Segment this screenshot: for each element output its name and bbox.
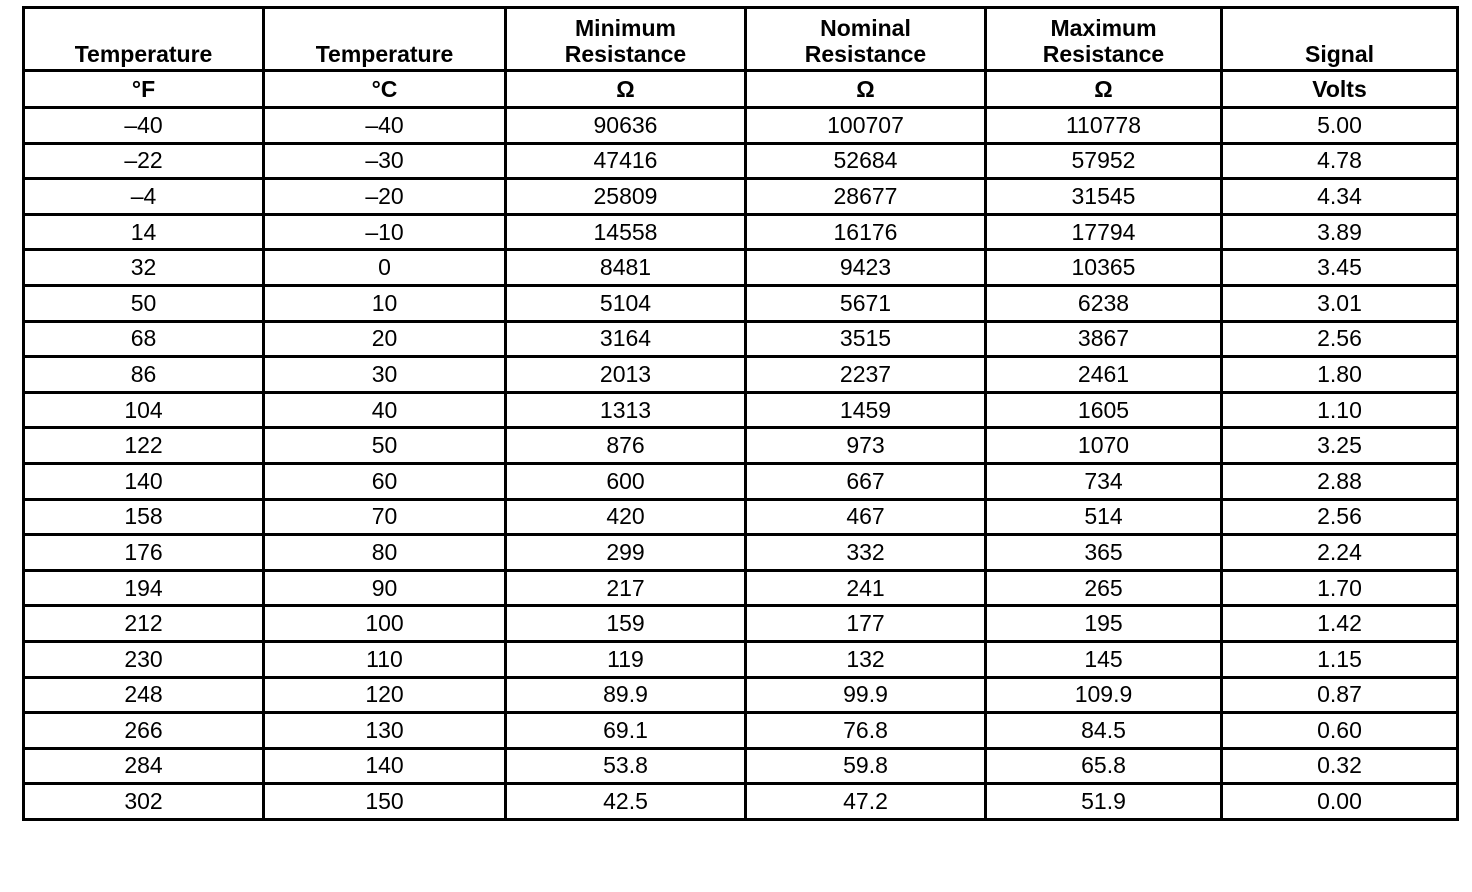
temp-c-cell: 140 bbox=[264, 748, 506, 784]
nominal-resistance-cell: 467 bbox=[746, 499, 986, 535]
signal-volts-cell: 0.32 bbox=[1222, 748, 1458, 784]
max-resistance-cell: 514 bbox=[986, 499, 1222, 535]
max-resistance-cell: 31545 bbox=[986, 179, 1222, 215]
signal-volts-cell: 0.60 bbox=[1222, 713, 1458, 749]
table-row bbox=[24, 179, 1458, 215]
min-resistance-cell: 217 bbox=[506, 570, 746, 606]
min-resistance-cell: 299 bbox=[506, 535, 746, 571]
signal-volts-cell: 4.34 bbox=[1222, 179, 1458, 215]
table-row bbox=[24, 713, 1458, 749]
nominal-resistance-cell: 100707 bbox=[746, 108, 986, 144]
max-resistance-cell: 1070 bbox=[986, 428, 1222, 464]
temp-c-cell: 120 bbox=[264, 677, 506, 713]
table-row bbox=[24, 428, 1458, 464]
temp-f-cell: 194 bbox=[24, 570, 264, 606]
table-row bbox=[24, 499, 1458, 535]
max-resistance-cell: 1605 bbox=[986, 392, 1222, 428]
header-line2: Resistance bbox=[564, 41, 687, 67]
signal-volts-cell: 1.10 bbox=[1222, 392, 1458, 428]
temp-f-cell: 230 bbox=[24, 641, 264, 677]
max-resistance-cell: 109.9 bbox=[986, 677, 1222, 713]
table-row bbox=[24, 677, 1458, 713]
min-resistance-cell: 876 bbox=[506, 428, 746, 464]
max-resistance-cell: 65.8 bbox=[986, 748, 1222, 784]
header-line2: Resistance bbox=[1042, 41, 1165, 67]
header-nominal-resistance bbox=[746, 8, 986, 71]
temp-f-cell: –22 bbox=[24, 143, 264, 179]
max-resistance-cell: 265 bbox=[986, 570, 1222, 606]
temp-c-cell: 40 bbox=[264, 392, 506, 428]
temp-f-cell: 68 bbox=[24, 321, 264, 357]
min-resistance-cell: 5104 bbox=[506, 285, 746, 321]
max-resistance-cell: 84.5 bbox=[986, 713, 1222, 749]
max-resistance-cell: 3867 bbox=[986, 321, 1222, 357]
temp-f-cell: 86 bbox=[24, 357, 264, 393]
table-row bbox=[24, 357, 1458, 393]
temp-f-cell: –4 bbox=[24, 179, 264, 215]
header-line1: Maximum bbox=[1050, 15, 1157, 41]
temp-c-cell: 20 bbox=[264, 321, 506, 357]
signal-volts-cell: 0.87 bbox=[1222, 677, 1458, 713]
header-temperature-f bbox=[24, 8, 264, 71]
header-signal bbox=[1222, 8, 1458, 71]
header-row bbox=[24, 8, 1458, 71]
table-row bbox=[24, 143, 1458, 179]
max-resistance-cell: 17794 bbox=[986, 214, 1222, 250]
unit-ohms-min: Ω bbox=[506, 71, 746, 108]
table-row bbox=[24, 250, 1458, 286]
table-row bbox=[24, 285, 1458, 321]
temp-f-cell: 122 bbox=[24, 428, 264, 464]
units-row bbox=[24, 71, 1458, 108]
signal-volts-cell: 1.70 bbox=[1222, 570, 1458, 606]
temp-f-cell: 248 bbox=[24, 677, 264, 713]
temp-c-cell: 10 bbox=[264, 285, 506, 321]
min-resistance-cell: 69.1 bbox=[506, 713, 746, 749]
nominal-resistance-cell: 3515 bbox=[746, 321, 986, 357]
temp-c-cell: 30 bbox=[264, 357, 506, 393]
temp-c-cell: –30 bbox=[264, 143, 506, 179]
min-resistance-cell: 42.5 bbox=[506, 784, 746, 820]
signal-volts-cell: 3.01 bbox=[1222, 285, 1458, 321]
temp-f-cell: 302 bbox=[24, 784, 264, 820]
max-resistance-cell: 734 bbox=[986, 463, 1222, 499]
header-temperature-c bbox=[264, 8, 506, 71]
header-line2: Resistance bbox=[804, 41, 927, 67]
min-resistance-cell: 420 bbox=[506, 499, 746, 535]
min-resistance-cell: 600 bbox=[506, 463, 746, 499]
signal-volts-cell: 3.89 bbox=[1222, 214, 1458, 250]
min-resistance-cell: 159 bbox=[506, 606, 746, 642]
max-resistance-cell: 145 bbox=[986, 641, 1222, 677]
unit-celsius: °C bbox=[264, 71, 506, 108]
max-resistance-cell: 51.9 bbox=[986, 784, 1222, 820]
unit-volts: Volts bbox=[1222, 71, 1458, 108]
nominal-resistance-cell: 5671 bbox=[746, 285, 986, 321]
temp-c-cell: –10 bbox=[264, 214, 506, 250]
signal-volts-cell: 0.00 bbox=[1222, 784, 1458, 820]
table-row bbox=[24, 784, 1458, 820]
max-resistance-cell: 6238 bbox=[986, 285, 1222, 321]
header-maximum-resistance bbox=[986, 8, 1222, 71]
temp-c-cell: 130 bbox=[264, 713, 506, 749]
temp-c-cell: 150 bbox=[264, 784, 506, 820]
header-line2: Temperature bbox=[74, 41, 213, 67]
temp-c-cell: 80 bbox=[264, 535, 506, 571]
temperature-resistance-table bbox=[22, 6, 1459, 821]
temp-c-cell: 70 bbox=[264, 499, 506, 535]
header-minimum-resistance bbox=[506, 8, 746, 71]
signal-volts-cell: 4.78 bbox=[1222, 143, 1458, 179]
temp-c-cell: 50 bbox=[264, 428, 506, 464]
header-line2: Signal bbox=[1304, 41, 1374, 67]
temp-c-cell: 110 bbox=[264, 641, 506, 677]
temp-f-cell: 266 bbox=[24, 713, 264, 749]
unit-ohms-max: Ω bbox=[986, 71, 1222, 108]
signal-volts-cell: 1.42 bbox=[1222, 606, 1458, 642]
min-resistance-cell: 53.8 bbox=[506, 748, 746, 784]
header-line1: Minimum bbox=[575, 15, 676, 41]
temp-f-cell: 158 bbox=[24, 499, 264, 535]
signal-volts-cell: 2.88 bbox=[1222, 463, 1458, 499]
signal-volts-cell: 3.45 bbox=[1222, 250, 1458, 286]
table-row bbox=[24, 108, 1458, 144]
nominal-resistance-cell: 241 bbox=[746, 570, 986, 606]
temp-f-cell: –40 bbox=[24, 108, 264, 144]
temp-c-cell: 100 bbox=[264, 606, 506, 642]
min-resistance-cell: 2013 bbox=[506, 357, 746, 393]
max-resistance-cell: 365 bbox=[986, 535, 1222, 571]
table-row bbox=[24, 214, 1458, 250]
temp-f-cell: 104 bbox=[24, 392, 264, 428]
table-row bbox=[24, 463, 1458, 499]
signal-volts-cell: 1.15 bbox=[1222, 641, 1458, 677]
signal-volts-cell: 3.25 bbox=[1222, 428, 1458, 464]
nominal-resistance-cell: 332 bbox=[746, 535, 986, 571]
min-resistance-cell: 1313 bbox=[506, 392, 746, 428]
min-resistance-cell: 47416 bbox=[506, 143, 746, 179]
nominal-resistance-cell: 2237 bbox=[746, 357, 986, 393]
nominal-resistance-cell: 667 bbox=[746, 463, 986, 499]
temp-f-cell: 14 bbox=[24, 214, 264, 250]
min-resistance-cell: 25809 bbox=[506, 179, 746, 215]
unit-ohms-nominal: Ω bbox=[746, 71, 986, 108]
signal-volts-cell: 2.56 bbox=[1222, 321, 1458, 357]
min-resistance-cell: 14558 bbox=[506, 214, 746, 250]
table-row bbox=[24, 606, 1458, 642]
table-row bbox=[24, 570, 1458, 606]
temp-f-cell: 50 bbox=[24, 285, 264, 321]
resistance-table-container bbox=[22, 6, 1456, 821]
min-resistance-cell: 90636 bbox=[506, 108, 746, 144]
signal-volts-cell: 2.56 bbox=[1222, 499, 1458, 535]
temp-c-cell: 60 bbox=[264, 463, 506, 499]
temp-f-cell: 32 bbox=[24, 250, 264, 286]
table-row bbox=[24, 392, 1458, 428]
table-row bbox=[24, 748, 1458, 784]
nominal-resistance-cell: 16176 bbox=[746, 214, 986, 250]
temp-f-cell: 176 bbox=[24, 535, 264, 571]
header-line2: Temperature bbox=[315, 41, 454, 67]
header-line1: Nominal bbox=[820, 15, 911, 41]
temp-c-cell: 90 bbox=[264, 570, 506, 606]
temp-c-cell: –40 bbox=[264, 108, 506, 144]
temp-f-cell: 140 bbox=[24, 463, 264, 499]
nominal-resistance-cell: 132 bbox=[746, 641, 986, 677]
nominal-resistance-cell: 47.2 bbox=[746, 784, 986, 820]
temp-c-cell: 0 bbox=[264, 250, 506, 286]
nominal-resistance-cell: 973 bbox=[746, 428, 986, 464]
max-resistance-cell: 110778 bbox=[986, 108, 1222, 144]
table-row bbox=[24, 535, 1458, 571]
signal-volts-cell: 5.00 bbox=[1222, 108, 1458, 144]
nominal-resistance-cell: 76.8 bbox=[746, 713, 986, 749]
nominal-resistance-cell: 9423 bbox=[746, 250, 986, 286]
max-resistance-cell: 57952 bbox=[986, 143, 1222, 179]
signal-volts-cell: 1.80 bbox=[1222, 357, 1458, 393]
max-resistance-cell: 2461 bbox=[986, 357, 1222, 393]
max-resistance-cell: 195 bbox=[986, 606, 1222, 642]
max-resistance-cell: 10365 bbox=[986, 250, 1222, 286]
nominal-resistance-cell: 177 bbox=[746, 606, 986, 642]
temp-f-cell: 212 bbox=[24, 606, 264, 642]
nominal-resistance-cell: 99.9 bbox=[746, 677, 986, 713]
unit-fahrenheit: °F bbox=[24, 71, 264, 108]
table-body bbox=[24, 108, 1458, 820]
min-resistance-cell: 89.9 bbox=[506, 677, 746, 713]
min-resistance-cell: 8481 bbox=[506, 250, 746, 286]
min-resistance-cell: 119 bbox=[506, 641, 746, 677]
signal-volts-cell: 2.24 bbox=[1222, 535, 1458, 571]
table-row bbox=[24, 321, 1458, 357]
nominal-resistance-cell: 28677 bbox=[746, 179, 986, 215]
min-resistance-cell: 3164 bbox=[506, 321, 746, 357]
table-row bbox=[24, 641, 1458, 677]
temp-c-cell: –20 bbox=[264, 179, 506, 215]
temp-f-cell: 284 bbox=[24, 748, 264, 784]
nominal-resistance-cell: 52684 bbox=[746, 143, 986, 179]
nominal-resistance-cell: 1459 bbox=[746, 392, 986, 428]
nominal-resistance-cell: 59.8 bbox=[746, 748, 986, 784]
